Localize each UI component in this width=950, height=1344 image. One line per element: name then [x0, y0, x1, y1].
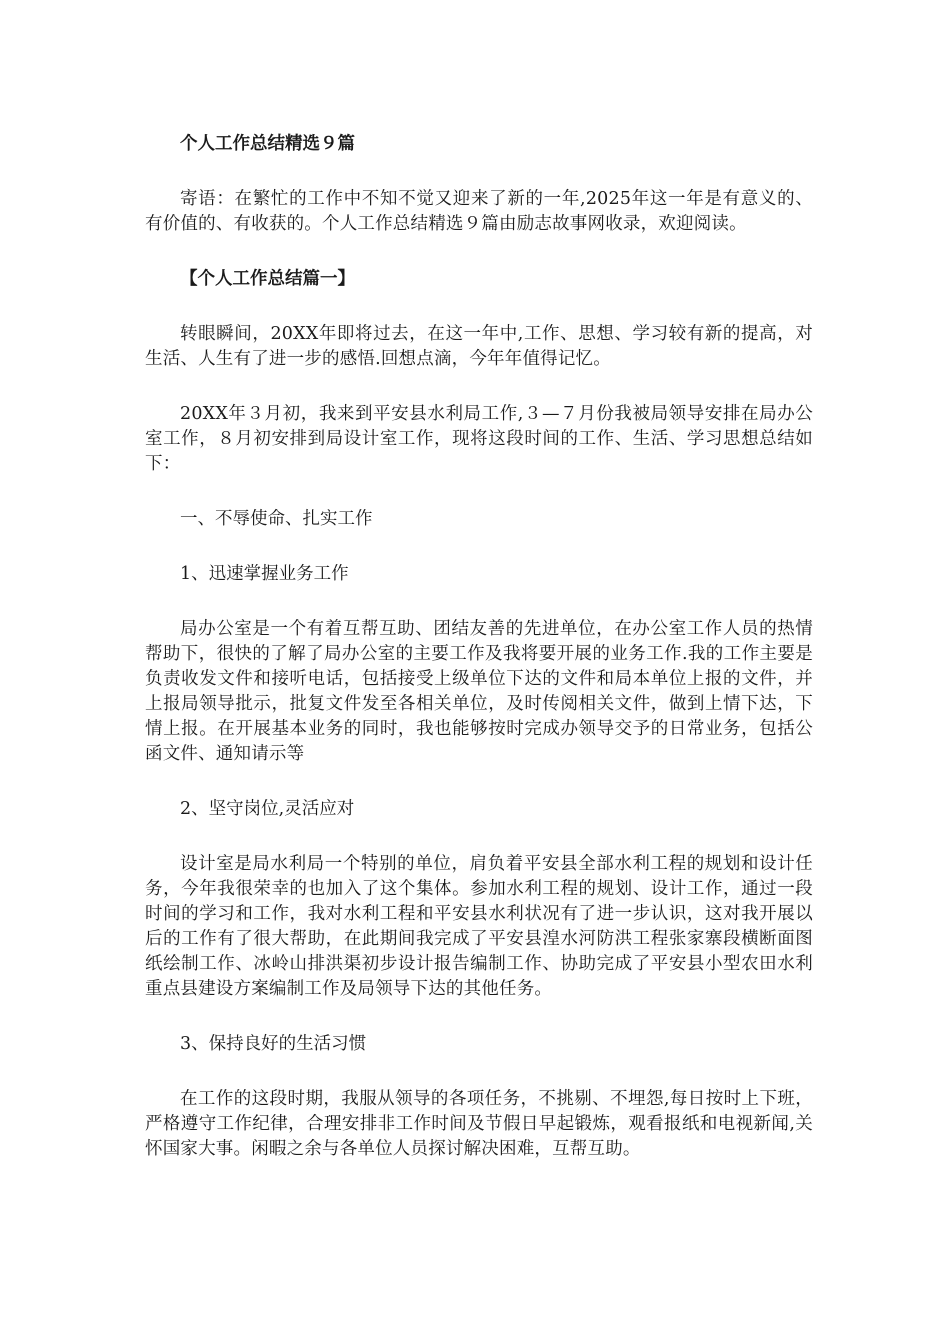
spacer [145, 767, 813, 797]
heading-1: 一、不辱使命、扎实工作 [180, 509, 373, 529]
spacer [145, 157, 813, 187]
spacer [145, 372, 813, 402]
paragraph-1: 转眼瞬间，20XX年即将过去，在这一年中,工作、思想、学习较有新的提高，对生活、人生有了进一步的感悟.回想点滴，今年年值得记忆。 [145, 324, 813, 369]
paragraph-5: 在工作的这段时期，我服从领导的各项任务，不挑剔、不埋怨,每日按时上下班，严格遵守工作纪律，合理安排非工作时间及节假日早起锻炼，观看报纸和电视新闻,关怀国家大事。闲暇之余与各单位人员探讨解决困难，互帮互助。 [145, 1089, 813, 1159]
paragraph-2: 20XX年３月初，我来到平安县水利局工作,３—７月份我被局领导安排在局办公室工作，８月初安排到局设计室工作，现将这段时间的工作、生活、学习思想总结如下： [145, 404, 813, 474]
section-title: 【个人工作总结篇一】 [180, 269, 355, 289]
subheading-3: 3、保持良好的生活习惯 [180, 1034, 367, 1054]
document-title: 个人工作总结精选９篇 [180, 134, 355, 154]
subheading-2: 2、坚守岗位,灵活应对 [180, 799, 355, 819]
spacer [145, 532, 813, 562]
subheading-1: 1、迅速掌握业务工作 [180, 564, 349, 584]
spacer [145, 822, 813, 852]
paragraph-4: 设计室是局水利局一个特别的单位，肩负着平安县全部水利工程的规划和设计任务，今年我很荣幸的也加入了这个集体。参加水利工程的规划、设计工作，通过一段时间的学习和工作，我对水利工程和平安县水利状况有了进一步认识，这对我开展以后的工作有了很大帮助，在此期间我完成了平安县湟水河防洪工程张家寨段横断面图纸绘制工作、冰岭山排洪渠初步设计报告编制工作、协助完成了平安县小型农田水利重点县建设方案编制工作及局领导下达的其他任务。 [145, 854, 813, 999]
spacer [145, 1002, 813, 1032]
document-page [145, 132, 813, 1162]
spacer [145, 477, 813, 507]
spacer [145, 587, 813, 617]
intro-paragraph: 寄语：在繁忙的工作中不知不觉又迎来了新的一年,2025年这一年是有意义的、有价值的、有收获的。个人工作总结精选９篇由励志故事网收录，欢迎阅读。 [145, 189, 813, 234]
spacer [145, 237, 813, 267]
paragraph-3: 局办公室是一个有着互帮互助、团结友善的先进单位，在办公室工作人员的热情帮助下，很快的了解了局办公室的主要工作及我将要开展的业务工作.我的工作主要是负责收发文件和接听电话，包括接受上级单位下达的文件和局本单位上报的文件，并上报局领导批示，批复文件发至各相关单位，及时传阅相关文件，做到上情下达，下情上报。在开展基本业务的同时，我也能够按时完成办领导交予的日常业务，包括公函文件、通知请示等 [145, 619, 813, 764]
spacer [145, 292, 813, 322]
spacer [145, 1057, 813, 1087]
